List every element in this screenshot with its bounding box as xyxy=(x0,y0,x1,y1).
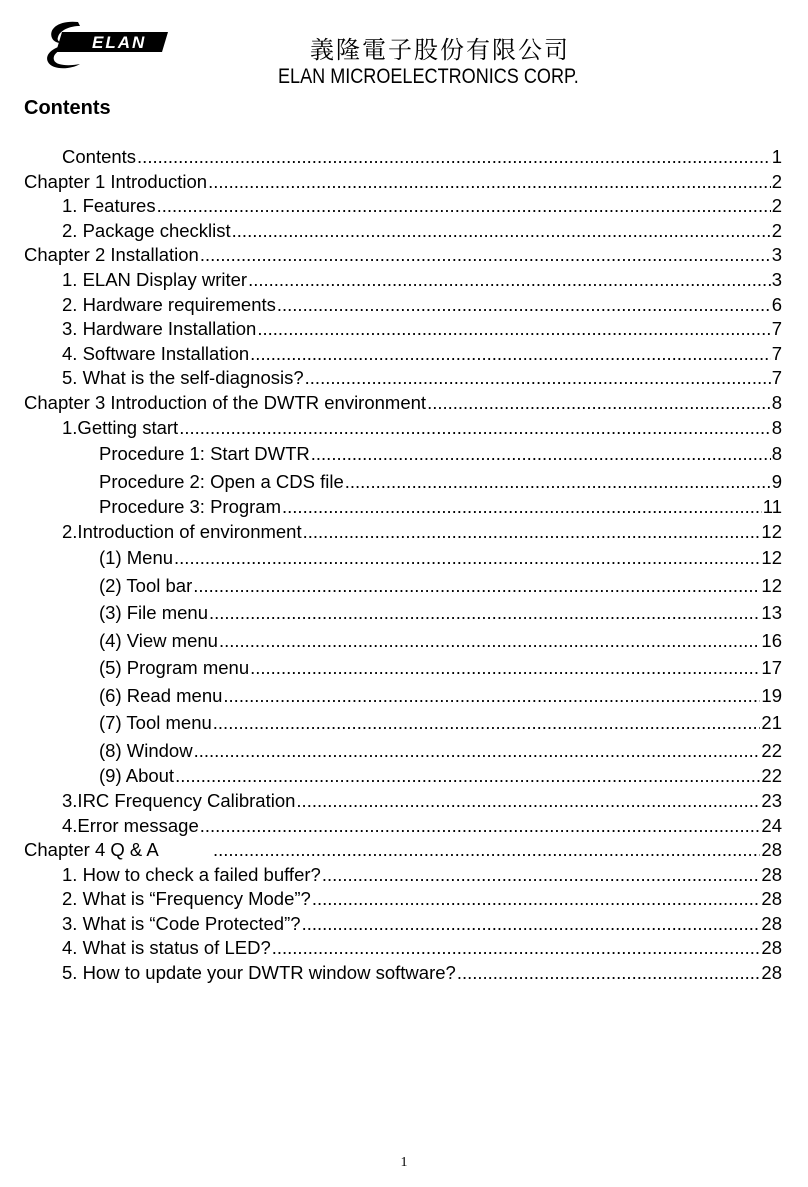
toc-entry[interactable] xyxy=(24,366,782,391)
company-name-chinese: 義隆電子股份有限公司 xyxy=(310,36,570,64)
toc-leader-dots xyxy=(250,654,760,682)
toc-entry-title: (2) Tool bar xyxy=(99,574,193,596)
toc-entry-page: 17 xyxy=(761,657,782,679)
toc-leader-dots xyxy=(213,709,761,737)
toc-entry[interactable] xyxy=(24,145,782,170)
toc-leader-dots xyxy=(223,682,760,710)
toc-entry-page: 8 xyxy=(771,391,782,413)
toc-entry-page: 8 xyxy=(771,416,782,438)
toc-entry[interactable] xyxy=(24,682,782,710)
toc-leader-dots xyxy=(208,170,771,195)
toc-entry-title: 1. ELAN Display writer xyxy=(62,268,248,290)
toc-entry-page: 28 xyxy=(761,863,782,885)
toc-entry-title: Chapter 2 Installation xyxy=(24,244,199,266)
toc-entry[interactable] xyxy=(24,572,782,600)
toc-entry-title: Contents xyxy=(62,146,137,167)
toc-entry-page: 2 xyxy=(771,170,782,192)
toc-entry-page: 21 xyxy=(761,712,782,734)
toc-entry-title: 5. How to update your DWTR window software? xyxy=(62,962,456,984)
toc-entry-title: 1.Getting start xyxy=(62,416,179,438)
toc-leader-dots xyxy=(250,342,771,367)
toc-entry-page: 12 xyxy=(761,574,782,596)
toc-entry-title: 5. What is the self-diagnosis? xyxy=(62,367,304,389)
toc-entry[interactable] xyxy=(24,520,782,545)
toc-entry-page: 8 xyxy=(771,443,782,465)
toc-entry[interactable] xyxy=(24,709,782,737)
table-of-contents xyxy=(24,145,782,986)
toc-leader-dots xyxy=(427,391,771,416)
toc-entry-title: 2. Package checklist xyxy=(62,219,231,241)
toc-entry[interactable] xyxy=(24,838,782,863)
toc-entry-title: 3. What is “Code Protected”? xyxy=(62,912,301,934)
toc-leader-dots xyxy=(457,961,761,986)
toc-leader-dots xyxy=(311,440,771,468)
toc-entry-title: (5) Program menu xyxy=(99,657,250,679)
toc-entry-page: 28 xyxy=(761,937,782,959)
toc-entry-title: 1. How to check a failed buffer? xyxy=(62,863,321,885)
toc-entry-title: 2.Introduction of environment xyxy=(62,520,302,542)
toc-entry-page: 13 xyxy=(761,602,782,624)
toc-entry[interactable] xyxy=(24,544,782,572)
toc-entry-page: 22 xyxy=(761,739,782,761)
toc-leader-dots xyxy=(175,764,760,789)
toc-entry-title: 2. What is “Frequency Mode”? xyxy=(62,888,311,910)
toc-entry[interactable] xyxy=(24,654,782,682)
toc-leader-dots xyxy=(248,268,771,293)
toc-leader-dots xyxy=(296,789,760,814)
contents-heading: Contents xyxy=(24,97,111,119)
toc-leader-dots xyxy=(193,572,760,600)
toc-leader-dots xyxy=(257,317,770,342)
toc-leader-dots xyxy=(312,887,761,912)
toc-entry[interactable] xyxy=(24,268,782,293)
toc-entry-title: Procedure 2: Open a CDS file xyxy=(99,470,344,492)
toc-entry[interactable] xyxy=(24,170,782,195)
toc-leader-dots xyxy=(345,468,771,496)
toc-leader-dots xyxy=(302,912,761,937)
toc-entry[interactable] xyxy=(24,416,782,441)
toc-entry[interactable] xyxy=(24,194,782,219)
toc-entry-page: 28 xyxy=(761,912,782,934)
toc-entry-title: (9) About xyxy=(99,765,175,787)
toc-entry[interactable] xyxy=(24,219,782,244)
toc-leader-dots xyxy=(174,544,760,572)
toc-entry-page: 19 xyxy=(761,684,782,706)
toc-entry[interactable] xyxy=(24,391,782,416)
toc-leader-dots xyxy=(209,599,760,627)
toc-entry-title: Chapter 1 Introduction xyxy=(24,170,208,192)
toc-entry-page: 7 xyxy=(771,367,782,389)
toc-leader-dots xyxy=(282,495,762,520)
toc-entry-title: 4. What is status of LED? xyxy=(62,937,271,959)
toc-entry-title: (3) File menu xyxy=(99,602,208,624)
company-name-block xyxy=(270,36,610,90)
toc-entry-title: Chapter 3 Introduction of the DWTR environment xyxy=(24,391,427,413)
toc-leader-dots xyxy=(200,814,761,839)
toc-entry-page: 7 xyxy=(771,342,782,364)
toc-leader-dots xyxy=(219,627,760,655)
toc-entry[interactable] xyxy=(24,814,782,839)
toc-entry-title: (6) Read menu xyxy=(99,684,223,706)
toc-entry-title: 4.Error message xyxy=(62,814,199,836)
toc-entry[interactable] xyxy=(24,863,782,888)
toc-leader-dots xyxy=(232,219,771,244)
toc-leader-dots xyxy=(213,838,760,863)
toc-entry-page: 12 xyxy=(761,547,782,569)
toc-entry[interactable] xyxy=(24,764,782,789)
toc-leader-dots xyxy=(200,243,771,268)
elan-logo xyxy=(40,18,168,72)
toc-entry-page: 28 xyxy=(761,962,782,984)
toc-entry-page: 3 xyxy=(771,244,782,266)
toc-leader-dots xyxy=(305,366,771,391)
logo-text: ELAN xyxy=(92,33,147,52)
toc-entry-title: 4. Software Installation xyxy=(62,342,250,364)
toc-entry-page: 24 xyxy=(761,814,782,836)
toc-entry[interactable] xyxy=(24,627,782,655)
toc-entry-title: 2. Hardware requirements xyxy=(62,293,276,315)
toc-entry-page: 2 xyxy=(771,219,782,241)
toc-leader-dots xyxy=(157,194,771,219)
toc-entry-title: 3. Hardware Installation xyxy=(62,318,257,340)
toc-entry[interactable] xyxy=(24,789,782,814)
toc-entry-page: 7 xyxy=(771,318,782,340)
toc-leader-dots xyxy=(179,416,771,441)
toc-entry[interactable] xyxy=(24,317,782,342)
toc-leader-dots xyxy=(303,520,761,545)
toc-entry-page: 23 xyxy=(761,789,782,811)
toc-entry[interactable] xyxy=(24,243,782,268)
toc-entry-title: (8) Window xyxy=(99,739,193,761)
toc-entry-title: Procedure 1: Start DWTR xyxy=(99,443,310,465)
toc-entry[interactable] xyxy=(24,495,782,520)
toc-entry-page: 22 xyxy=(761,765,782,787)
toc-entry-page: 3 xyxy=(771,268,782,290)
toc-entry-title: (7) Tool menu xyxy=(99,712,212,734)
toc-leader-dots xyxy=(272,936,761,961)
toc-entry-title: (4) View menu xyxy=(99,629,218,651)
page-number: 1 xyxy=(400,1155,408,1170)
toc-entry-title: 1. Features xyxy=(62,195,156,217)
toc-entry-page: 2 xyxy=(771,195,782,217)
toc-entry-page: 1 xyxy=(771,146,782,167)
toc-entry-title: (1) Menu xyxy=(99,547,174,569)
company-name-english: ELAN MICROELECTRONICS CORP. xyxy=(278,65,579,88)
toc-entry-title: 3.IRC Frequency Calibration xyxy=(62,789,296,811)
toc-leader-dots xyxy=(194,737,761,765)
toc-leader-dots xyxy=(277,293,771,318)
toc-entry-title: Procedure 3: Program xyxy=(99,496,282,518)
toc-entry[interactable] xyxy=(24,293,782,318)
toc-entry[interactable] xyxy=(24,961,782,986)
toc-entry-page: 28 xyxy=(761,888,782,910)
toc-entry[interactable] xyxy=(24,737,782,765)
toc-entry[interactable] xyxy=(24,599,782,627)
toc-entry[interactable] xyxy=(24,468,782,496)
toc-leader-dots xyxy=(137,145,771,170)
toc-entry[interactable] xyxy=(24,912,782,937)
toc-entry[interactable] xyxy=(24,342,782,367)
toc-entry-page: 16 xyxy=(761,629,782,651)
toc-entry-page: 6 xyxy=(771,293,782,315)
toc-entry[interactable] xyxy=(24,887,782,912)
toc-entry-page: 12 xyxy=(761,520,782,542)
toc-entry[interactable] xyxy=(24,440,782,468)
toc-leader-dots xyxy=(322,863,761,888)
toc-entry-title: Chapter 4 Q & A xyxy=(24,839,159,861)
toc-entry-page: 11 xyxy=(762,496,782,518)
toc-entry-page: 28 xyxy=(761,839,782,861)
toc-entry-page: 9 xyxy=(771,470,782,492)
toc-entry[interactable] xyxy=(24,936,782,961)
